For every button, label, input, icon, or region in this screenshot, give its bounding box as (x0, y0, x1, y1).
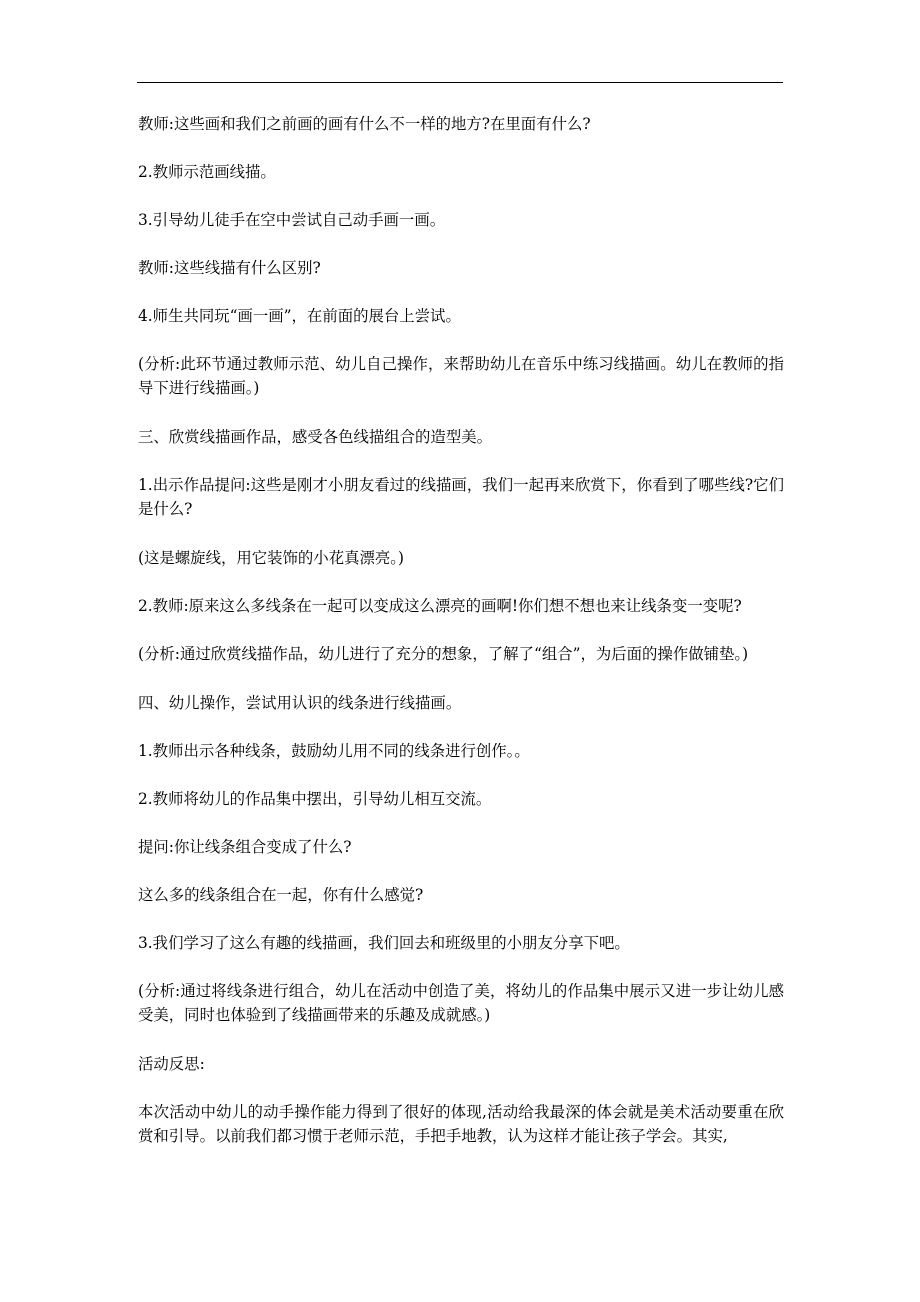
paragraph: (分析:此环节通过教师示范、幼儿自己操作，来帮助幼儿在音乐中练习线描画。幼儿在教师的指导下进行线描画。) (138, 355, 784, 397)
paragraph: 2.教师:原来这么多线条在一起可以变成这么漂亮的画啊!你们想不想也来让线条变一变呢? (138, 597, 742, 615)
paragraph: (分析:通过将线条进行组合，幼儿在活动中创造了美，将幼儿的作品集中展示又进一步让幼儿感受美，同时也体验到了线描画带来的乐趣及成就感。) (138, 982, 784, 1024)
paragraph: (这是螺旋线，用它装饰的小花真漂亮。) (138, 549, 404, 567)
document-body (138, 112, 784, 1173)
paragraph: 3.引导幼儿徒手在空中尝试自己动手画一画。 (138, 211, 446, 229)
paragraph: 教师:这些线描有什么区别? (138, 259, 321, 277)
header-rule (137, 82, 783, 83)
paragraph: 1.出示作品提问:这些是刚才小朋友看过的线描画，我们一起再来欣赏下，你看到了哪些线?它们是什么? (138, 476, 784, 518)
paragraph: 本次活动中幼儿的动手操作能力得到了很好的体现,活动给我最深的体会就是美术活动要重在欣赏和引导。以前我们都习惯于老师示范，手把手地教，认为这样才能让孩子学会。其实, (138, 1103, 784, 1145)
section-heading: 三、欣赏线描画作品，感受各色线描组合的造型美。 (138, 428, 492, 446)
paragraph: 提问:你让线条组合变成了什么? (138, 838, 352, 856)
paragraph: 4.师生共同玩“画一画”，在前面的展台上尝试。 (138, 307, 461, 325)
paragraph: (分析:通过欣赏线描作品，幼儿进行了充分的想象，了解了“组合”，为后面的操作做铺垫。) (138, 645, 749, 663)
paragraph: 教师:这些画和我们之前画的画有什么不一样的地方?在里面有什么? (138, 115, 591, 133)
paragraph: 2.教师示范画线描。 (138, 163, 276, 181)
section-heading: 活动反思: (138, 1055, 205, 1073)
paragraph: 1.教师出示各种线条，鼓励幼儿用不同的线条进行创作。。 (138, 742, 530, 760)
paragraph: 这么多的线条组合在一起，你有什么感觉? (138, 886, 424, 904)
paragraph: 3.我们学习了这么有趣的线描画，我们回去和班级里的小朋友分享下吧。 (138, 934, 630, 952)
section-heading: 四、幼儿操作，尝试用认识的线条进行线描画。 (138, 694, 462, 712)
paragraph: 2.教师将幼儿的作品集中摆出，引导幼儿相互交流。 (138, 790, 492, 808)
